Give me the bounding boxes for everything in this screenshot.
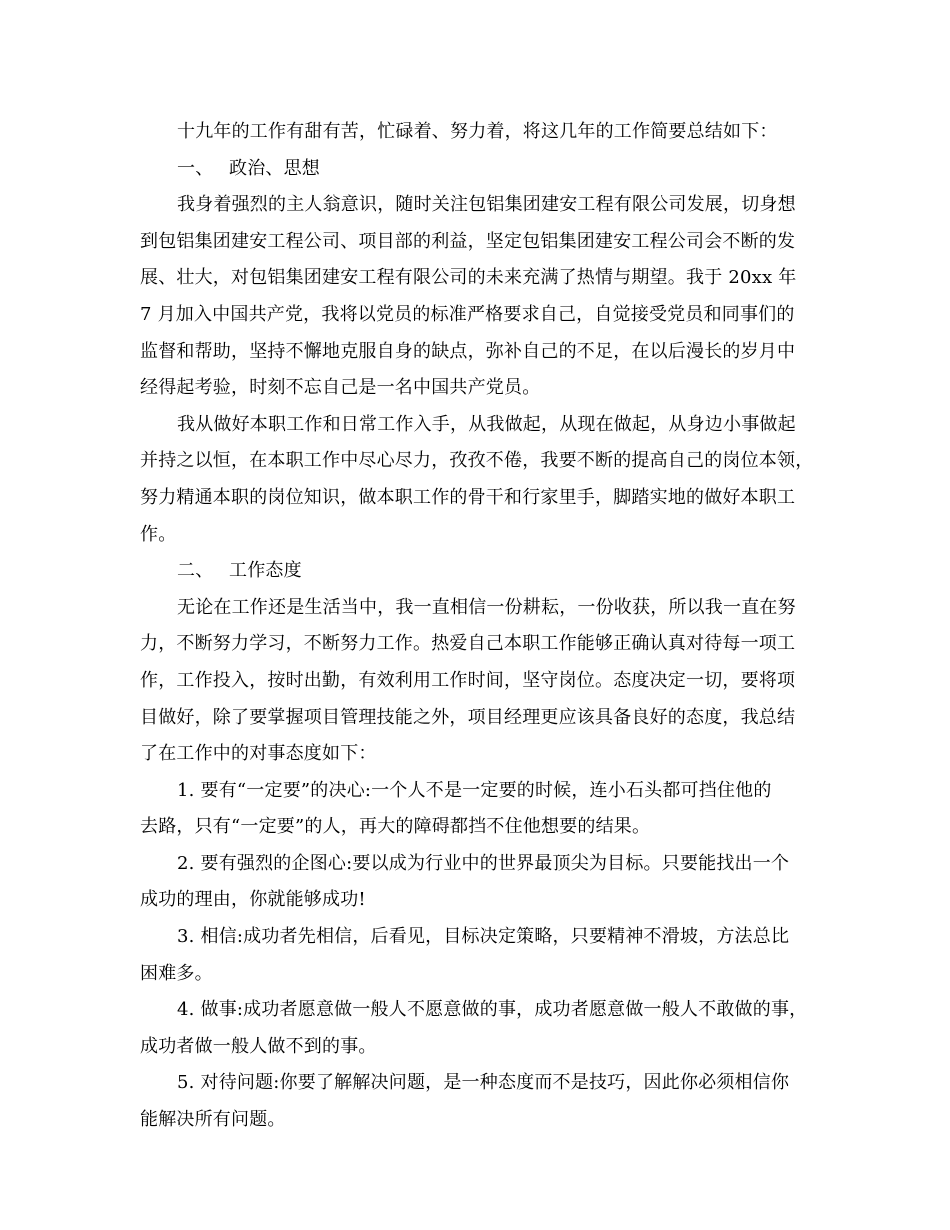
list-item-3: 3. 相信:成功者先相信，后看见，目标决定策略，只要精神不滑坡，方法总比 bbox=[177, 926, 790, 948]
paragraph-line: 力，不断努力学习，不断努力工作。热爱自己本职工作能够正确认真对待每一项工 bbox=[140, 633, 796, 655]
list-item-5: 5. 对待问题:你要了解解决问题，是一种态度而不是技巧，因此你必须相信你 bbox=[177, 1072, 790, 1094]
list-item-4-cont: 成功者做一般人做不到的事。 bbox=[140, 1035, 377, 1057]
section-title: 政治、思想 bbox=[229, 157, 320, 179]
section-heading-politics bbox=[140, 151, 816, 188]
paragraph-line: 作，工作投入，按时出勤，有效利用工作时间，坚守岗位。态度决定一切，要将项 bbox=[140, 669, 796, 691]
document-body bbox=[140, 114, 816, 1139]
list-item-2: 2. 要有强烈的企图心:要以成为行业中的世界最顶尖为目标。只要能找出一个 bbox=[177, 852, 790, 874]
section-number: 一、 bbox=[177, 157, 214, 179]
paragraph-line: 了在工作中的对事态度如下： bbox=[140, 743, 377, 765]
paragraph-line: 展、壮大，对包铝集团建安工程有限公司的未来充满了热情与期望。我于 20xx 年 bbox=[140, 267, 797, 289]
section-title: 工作态度 bbox=[229, 560, 302, 582]
list-item-4: 4. 做事:成功者愿意做一般人不愿意做的事，成功者愿意做一般人不敢做的事， bbox=[177, 999, 808, 1021]
paragraph-line: 作。 bbox=[140, 523, 177, 545]
paragraph-line: 7 月加入中国共产党，我将以党员的标准严格要求自己，自觉接受党员和同事们的 bbox=[140, 303, 795, 325]
paragraph-line: 到包铝集团建安工程公司、项目部的利益，坚定包铝集团建安工程公司会不断的发 bbox=[140, 230, 796, 252]
list-item-1-cont: 去路，只有“一定要”的人，再大的障碍都挡不住他想要的结果。 bbox=[140, 816, 651, 838]
list-item-5-cont: 能解决所有问题。 bbox=[140, 1109, 286, 1131]
intro-paragraph: 十九年的工作有甜有苦，忙碌着、努力着，将这几年的工作简要总结如下： bbox=[177, 121, 778, 142]
paragraph-line: 经得起考验，时刻不忘自己是一名中国共产党员。 bbox=[140, 377, 541, 399]
paragraph-line: 并持之以恒，在本职工作中尽心尽力，孜孜不倦，我要不断的提高自己的岗位本领， bbox=[140, 450, 814, 472]
section-heading-attitude bbox=[140, 553, 816, 590]
paragraph-line: 努力精通本职的岗位知识，做本职工作的骨干和行家里手，脚踏实地的做好本职工 bbox=[140, 486, 796, 508]
list-item-3-cont: 困难多。 bbox=[140, 962, 213, 984]
paragraph-line: 无论在工作还是生活当中，我一直相信一份耕耘，一份收获，所以我一直在努 bbox=[177, 596, 796, 618]
paragraph-line: 我从做好本职工作和日常工作入手，从我做起，从现在做起，从身边小事做起 bbox=[177, 413, 796, 435]
paragraph-line: 监督和帮助，坚持不懈地克服自身的缺点，弥补自己的不足，在以后漫长的岁月中 bbox=[140, 340, 796, 362]
paragraph-line: 我身着强烈的主人翁意识，随时关注包铝集团建安工程有限公司发展，切身想 bbox=[177, 194, 796, 216]
list-item-2-cont: 成功的理由，你就能够成功! bbox=[140, 889, 366, 911]
section-number: 二、 bbox=[177, 560, 214, 582]
list-item-1: 1. 要有“一定要”的决心:一个人不是一定要的时候，连小石头都可挡住他的 bbox=[177, 779, 772, 801]
paragraph-line: 目做好，除了要掌握项目管理技能之外，项目经理更应该具备良好的态度，我总结 bbox=[140, 706, 796, 728]
